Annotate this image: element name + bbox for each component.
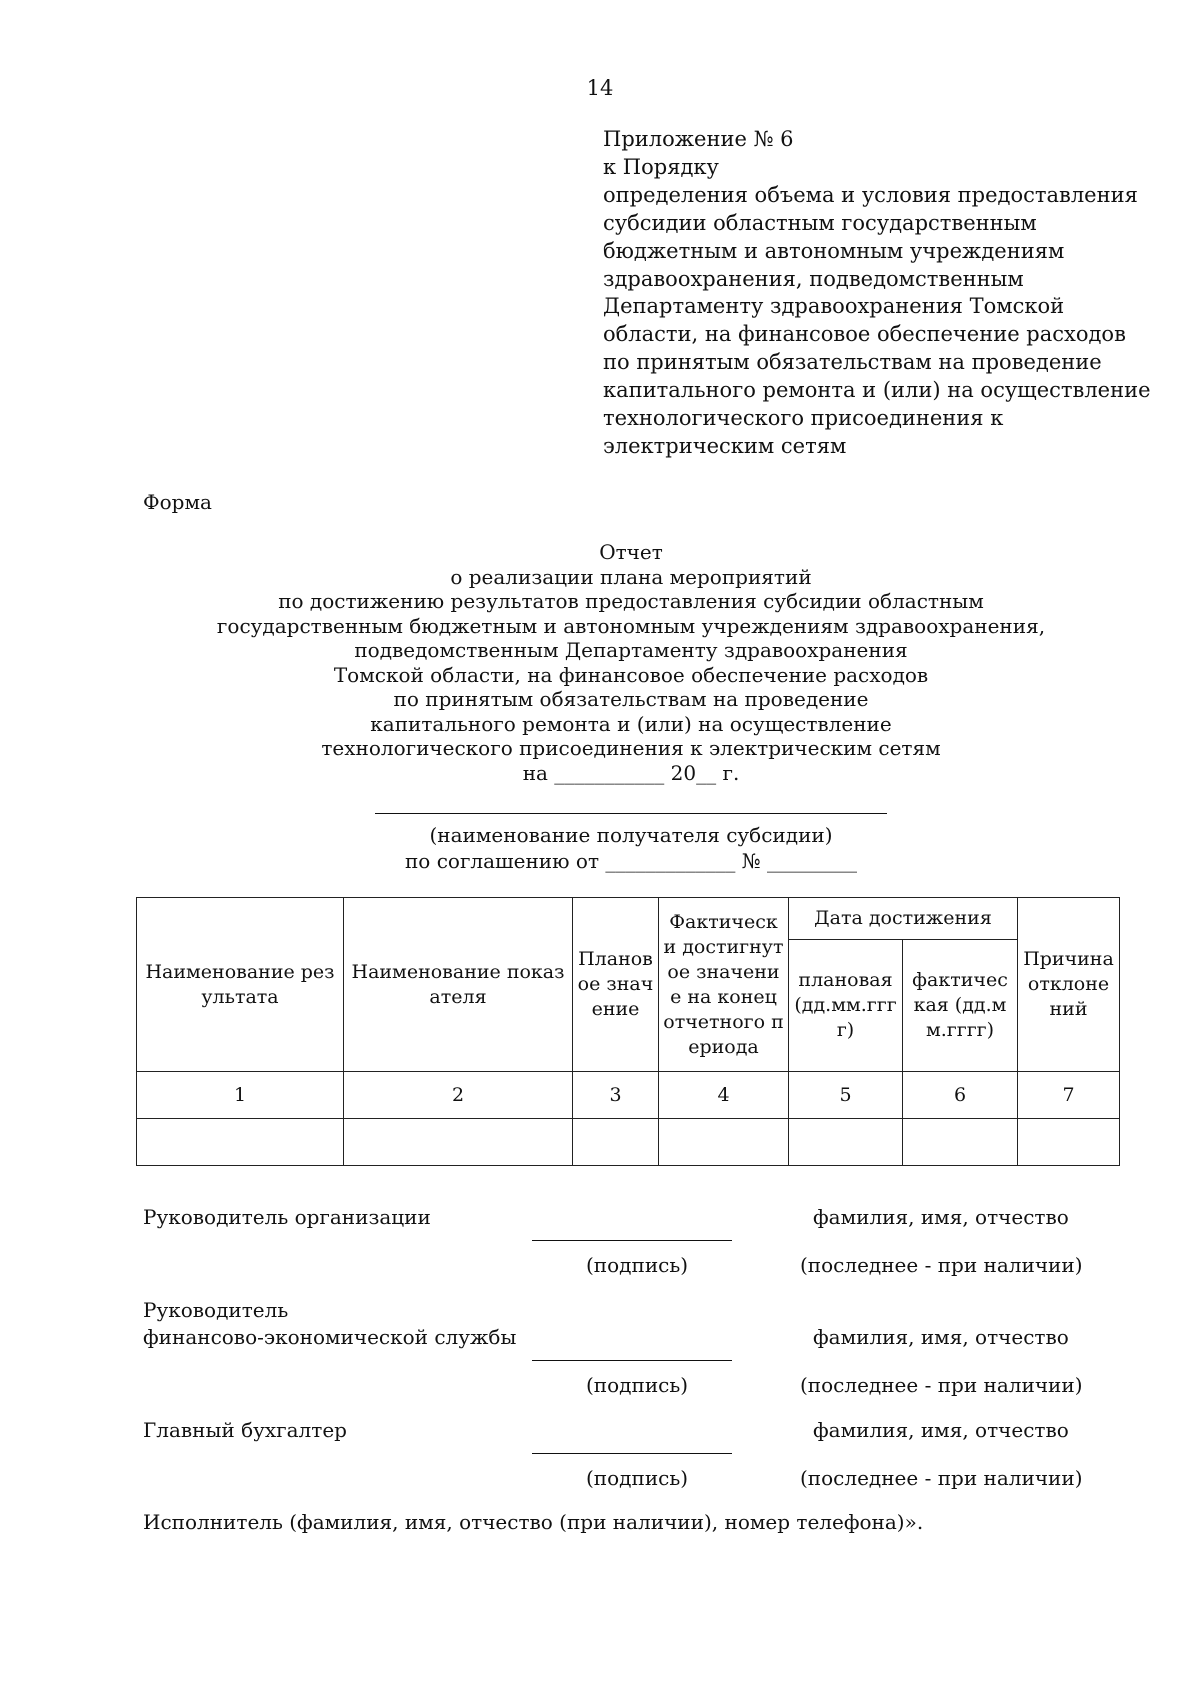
report-title-line: по принятым обязательствам на проведение bbox=[393, 687, 869, 711]
signature-role: Главный бухгалтер bbox=[143, 1418, 347, 1442]
signature-line bbox=[532, 1453, 732, 1454]
report-title-line: государственным бюджетным и автономным учреждениям здравоохранения, bbox=[216, 613, 1046, 638]
report-date-line: на ___________ 20__ г. bbox=[522, 760, 740, 785]
appendix-line: Приложение № 6 bbox=[603, 127, 794, 151]
form-label: Форма bbox=[143, 490, 212, 514]
header-deviation-reason: Причина отклонений bbox=[1018, 898, 1120, 1072]
report-title-line: технологического присоединения к электрическим сетям bbox=[321, 736, 941, 760]
appendix-line: здравоохранения, подведомственным bbox=[603, 266, 1024, 291]
appendix-line: технологического присоединения к bbox=[603, 406, 1004, 431]
executor-line: Исполнитель (фамилия, имя, отчество (при наличии), номер телефона)». bbox=[143, 1510, 924, 1534]
appendix-line: бюджетным и автономным учреждениям bbox=[603, 238, 1065, 263]
signature-role: Руководитель bbox=[143, 1298, 289, 1322]
appendix-line: по принятым обязательствам на проведение bbox=[603, 350, 1102, 375]
column-number: 2 bbox=[344, 1072, 573, 1119]
table-cell[interactable] bbox=[789, 1119, 903, 1166]
header-date-actual: фактическая (дд.мм.гггг) bbox=[903, 940, 1018, 1072]
header-result-name: Наименование результата bbox=[137, 898, 344, 1072]
recipient-caption: (наименование получателя субсидии) bbox=[429, 823, 833, 847]
name-caption: (последнее - при наличии) bbox=[800, 1253, 1083, 1277]
header-indicator-name: Наименование показателя bbox=[344, 898, 573, 1072]
column-number: 1 bbox=[137, 1072, 344, 1119]
header-planned-value: Плановое значение bbox=[573, 898, 659, 1072]
appendix-line: субсидии областным государственным bbox=[603, 210, 1037, 235]
header-achievement-date: Дата достижения bbox=[789, 898, 1018, 940]
appendix-line: определения объема и условия предоставления bbox=[603, 182, 1138, 207]
header-actual-value: Фактически достигнутое значение на конец отчетного периода bbox=[659, 898, 789, 1072]
recipient-caption-block bbox=[0, 822, 1200, 874]
signature-name-label: фамилия, имя, отчество bbox=[813, 1205, 1069, 1229]
appendix-line: электрическим сетям bbox=[603, 433, 847, 458]
signature-name-label: фамилия, имя, отчество bbox=[813, 1325, 1069, 1349]
name-caption: (последнее - при наличии) bbox=[800, 1466, 1083, 1490]
report-title-line: о реализации плана мероприятий bbox=[450, 564, 812, 589]
appendix-line: к Порядку bbox=[603, 154, 719, 179]
report-title-line: по достижению результатов предоставления субсидии областным bbox=[278, 589, 984, 613]
header-date-planned: плановая (дд.мм.гггг) bbox=[789, 940, 903, 1072]
column-number: 3 bbox=[573, 1072, 659, 1119]
appendix-line: Департаменту здравоохранения Томской bbox=[603, 294, 1065, 319]
signature-caption: (подпись) bbox=[586, 1373, 689, 1397]
appendix-line: капитального ремонта и (или) на осуществление bbox=[603, 378, 1151, 403]
report-title-line: Томской области, на финансовое обеспечение расходов bbox=[333, 662, 929, 687]
signature-role: Руководитель организации bbox=[143, 1205, 431, 1229]
column-number: 6 bbox=[903, 1072, 1018, 1119]
table-cell[interactable] bbox=[137, 1119, 344, 1166]
signature-line bbox=[532, 1240, 732, 1241]
column-number: 4 bbox=[659, 1072, 789, 1119]
table-row bbox=[137, 1119, 1120, 1166]
recipient-name-line bbox=[375, 813, 887, 814]
page-number: 14 bbox=[586, 76, 614, 100]
name-caption: (последнее - при наличии) bbox=[800, 1373, 1083, 1397]
table-cell[interactable] bbox=[344, 1119, 573, 1166]
appendix-header bbox=[603, 126, 1163, 461]
report-title-line: Отчет bbox=[599, 540, 663, 564]
report-title-line: капитального ремонта и (или) на осуществление bbox=[370, 711, 892, 736]
signature-role: финансово-экономической службы bbox=[143, 1325, 517, 1349]
signature-caption: (подпись) bbox=[586, 1466, 689, 1490]
column-number: 5 bbox=[789, 1072, 903, 1119]
column-number: 7 bbox=[1018, 1072, 1120, 1119]
report-title bbox=[0, 540, 1200, 785]
table-cell[interactable] bbox=[1018, 1119, 1120, 1166]
appendix-line: области, на финансовое обеспечение расходов bbox=[603, 322, 1126, 347]
table-cell[interactable] bbox=[903, 1119, 1018, 1166]
table-cell[interactable] bbox=[659, 1119, 789, 1166]
agreement-line: по соглашению от _____________ № _________ bbox=[404, 849, 858, 873]
report-table bbox=[136, 897, 1120, 1166]
report-title-line: подведомственным Департаменту здравоохранения bbox=[354, 638, 908, 662]
signature-caption: (подпись) bbox=[586, 1253, 689, 1277]
signature-name-label: фамилия, имя, отчество bbox=[813, 1418, 1069, 1442]
table-cell[interactable] bbox=[573, 1119, 659, 1166]
signature-line bbox=[532, 1360, 732, 1361]
